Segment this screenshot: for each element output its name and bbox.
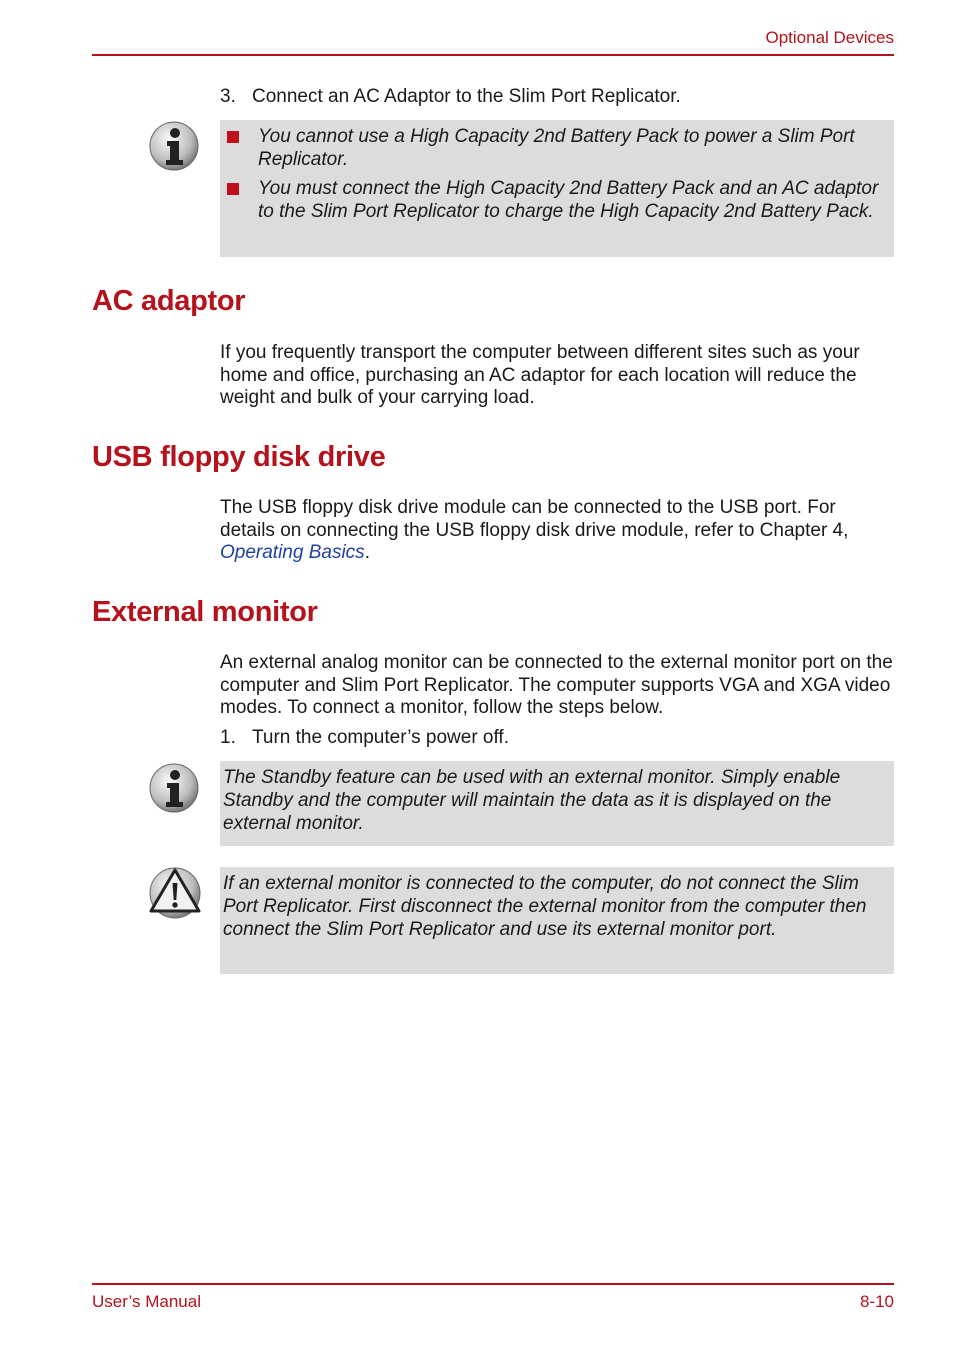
- bullet-square-icon: [227, 131, 239, 143]
- footer-page-number: 8-10: [859, 1292, 894, 1311]
- note-text: The Standby feature can be used with an external monitor. Simply enable Standby and the computer will maintain the data as it is displayed on the external monitor.: [223, 767, 841, 834]
- step-text: Turn the computer’s power off.: [252, 727, 509, 748]
- step-text: Connect an AC Adaptor to the Slim Port Replicator.: [252, 86, 681, 107]
- heading-ac-adaptor: AC adaptor: [92, 285, 246, 317]
- caution-box: [220, 867, 894, 974]
- step-1: [220, 727, 509, 749]
- header-rule: [92, 54, 894, 56]
- info-icon: [148, 762, 200, 814]
- header-section-title: Optional Devices: [765, 28, 894, 47]
- heading-external-monitor: External monitor: [92, 596, 318, 628]
- caution-text: If an external monitor is connected to the computer, do not connect the Slim Port Replicator. First disconnect the external monitor from the computer then connect the Slim Port Replicator and use its external monitor port.: [223, 873, 867, 940]
- note-bullet: [223, 125, 888, 171]
- heading-usb-floppy: USB floppy disk drive: [92, 441, 386, 473]
- note-bullet: [223, 177, 888, 223]
- note-box-battery: [220, 120, 894, 257]
- paragraph-usb-floppy: [220, 497, 892, 565]
- step-3: [220, 86, 681, 108]
- operating-basics-link[interactable]: Operating Basics: [220, 542, 365, 564]
- paragraph-punctuation: .: [364, 542, 370, 564]
- step-number: 1.: [220, 727, 236, 748]
- paragraph-text: The USB floppy disk drive module can be connected to the USB port. For details on connecting the USB floppy disk drive module, refer to Chapter 4,: [220, 497, 849, 541]
- warning-icon: [148, 866, 200, 918]
- bullet-square-icon: [227, 183, 239, 195]
- footer-manual-title: User’s Manual: [92, 1292, 201, 1311]
- note-box-standby: [220, 761, 894, 846]
- paragraph-external-monitor: An external analog monitor can be connected to the external monitor port on the computer and Slim Port Replicator. The computer supports VGA and XGA video modes. To connect a monitor, follow the steps below.: [220, 652, 893, 719]
- note-bullet-text: You must connect the High Capacity 2nd Battery Pack and an AC adaptor to the Slim Port Replicator to charge the High Capacity 2nd Battery Pack.: [258, 178, 879, 222]
- note-bullet-text: You cannot use a High Capacity 2nd Battery Pack to power a Slim Port Replicator.: [258, 126, 855, 170]
- footer-rule: [92, 1283, 894, 1285]
- paragraph-ac-adaptor: If you frequently transport the computer between different sites such as your home and office, purchasing an AC adaptor for each location will reduce the weight and bulk of your carrying load.: [220, 342, 860, 409]
- step-number: 3.: [220, 86, 236, 107]
- info-icon: [148, 120, 200, 172]
